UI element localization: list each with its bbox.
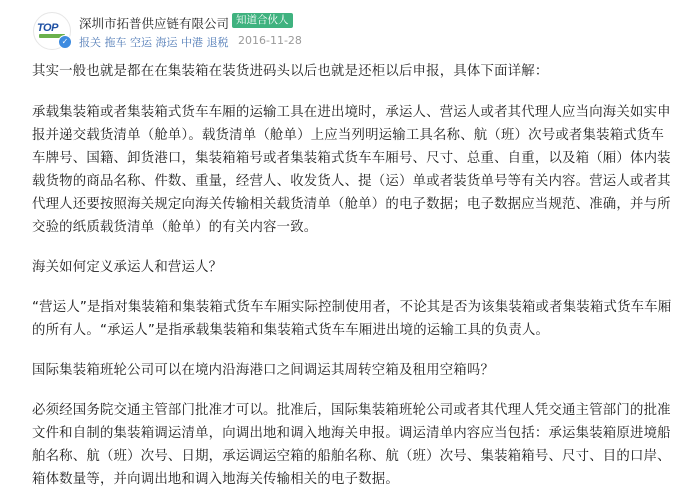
paragraph-question-empty-containers: 国际集装箱班轮公司可以在境内沿海港口之间调运其周转空箱及租用空箱吗？ [32,363,495,378]
paragraph-intro: 其实一般也就是都在在集装箱在装货进码头以后也就是还柜以后申报，具体下面详解： [32,64,549,79]
answer-date: 2016-11-28 [238,34,302,47]
paragraph-approval: 必须经国务院交通主管部门批准才可以。批准后，国际集装箱班轮公司或者其代理人凭交通主管部门的批准文件和自制的集装箱调运清单，向调出地和调入地海关申报。调运清单内容应当包括：承运集装箱原进境船舶名称、航（班）次号、日期，承运调运空箱的船舶名称、航（班）次号、集装箱箱号、尺寸、目的口岸、箱体数量等，并向调出地和调入地海关传输相关的电子数据。 [32,403,671,487]
answer-body [32,60,672,491]
paragraph-question-carrier: 海关如何定义承运人和营运人？ [32,260,223,275]
company-logo: TOP [37,22,58,34]
paragraph-declaration: 承载集装箱或者集装箱式货车车厢的运输工具在进出境时，承运人、营运人或者其代理人应当向海关如实申报并递交载货清单（舱单）。载货清单（舱单）上应当列明运输工具名称、航（班）次号或者集装箱式货车车牌号、国籍、卸货港口，集装箱箱号或者集装箱式货车车厢号、尺寸、总重、自重，以及箱（厢）体内装载货物的商品名称、件数、重量，经营人、收发货人、提（运）单或者装货单号等有关内容。营运人或者其代理人还要按照海关规定向海关传输相关载货清单（舱单）的电子数据；电子数据应当规范、准确，并与所交验的纸质载货清单（舱单）的有关内容一致。 [32,105,671,235]
paragraph-carrier-definition: “营运人”是指对集装箱和集装箱式货车车厢实际控制使用者，不论其是否为该集装箱或者集装箱式货车车厢的所有人。“承运人”是指承载集装箱和集装箱式货车车厢进出境的运输工具的负责人。 [32,300,672,338]
verified-icon: ✓ [58,35,72,49]
author-name[interactable]: 深圳市拓普供应链有限公司 [79,16,230,31]
partner-badge[interactable]: 知道合伙人 [232,13,293,28]
author-header [33,12,670,52]
author-tags: 报关 拖车 空运 海运 中港 退税 [79,36,229,49]
